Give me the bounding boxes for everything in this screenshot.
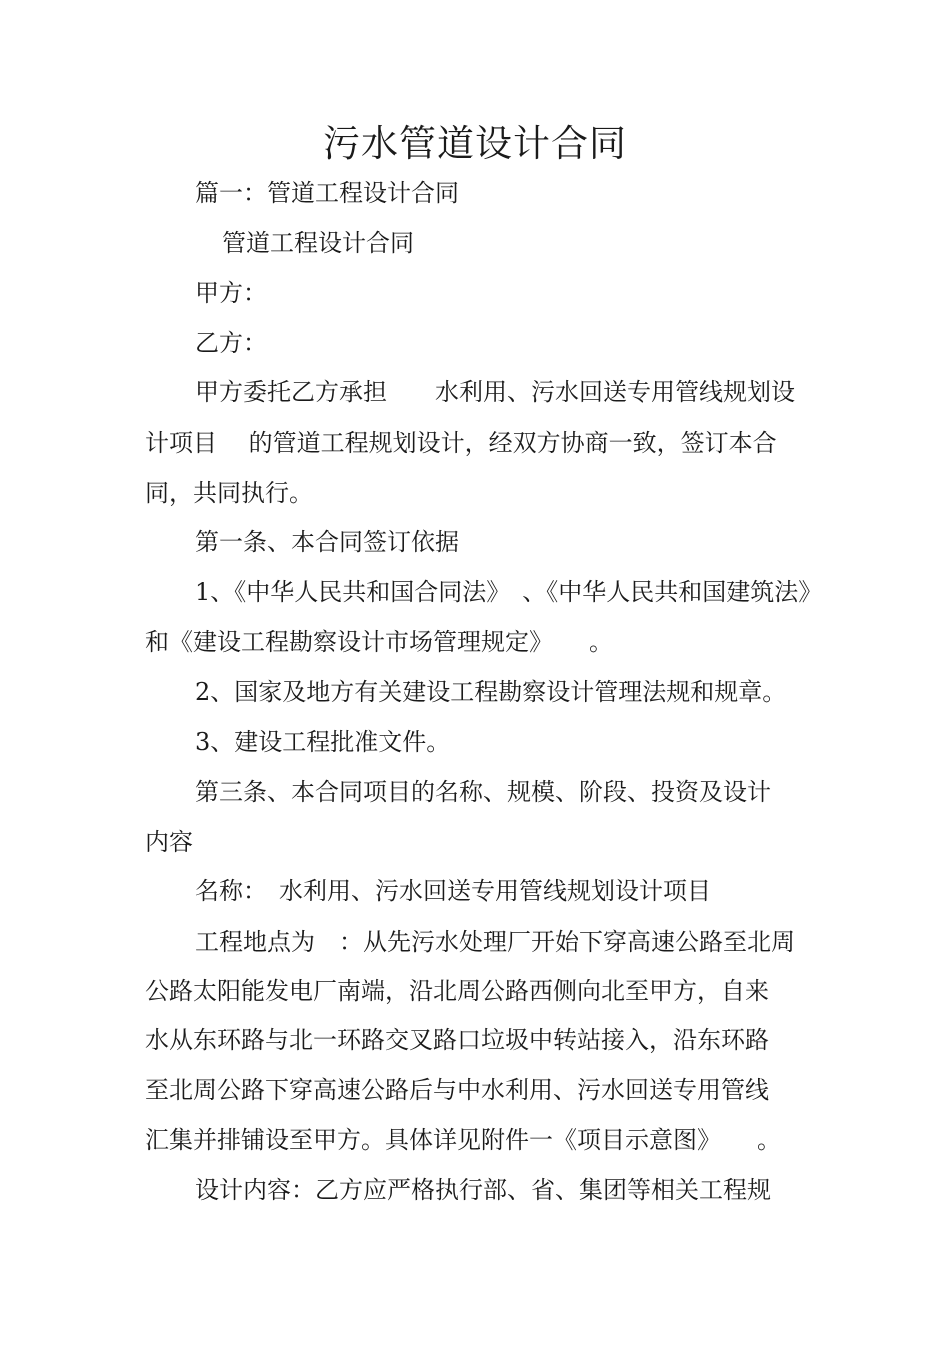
paragraph-line: 计项目 的管道工程规划设计，经双方协商一致，签订本合 (145, 429, 777, 457)
paragraph-line: 甲方委托乙方承担 水利用、污水回送专用管线规划设 (195, 378, 795, 406)
paragraph-line: 设计内容：乙方应严格执行部、省、集团等相关工程规 (195, 1176, 771, 1204)
paragraph-line: 名称： 水利用、污水回送专用管线规划设计项目 (195, 877, 711, 905)
article-heading-one: 第一条、本合同签订依据 (195, 528, 459, 556)
article-heading-three: 第三条、本合同项目的名称、规模、阶段、投资及设计 (195, 778, 771, 806)
paragraph-line: 和《建设工程勘察设计市场管理规定》 。 (145, 628, 613, 656)
paragraph-line: 3、建设工程批准文件。 (195, 728, 451, 756)
paragraph-line: 至北周公路下穿高速公路后与中水利用、污水回送专用管线 (145, 1076, 769, 1104)
paragraph-line: 1、《中华人民共和国合同法》 、《中华人民共和国建筑法》 (195, 578, 823, 606)
paragraph-line: 公路太阳能发电厂南端，沿北周公路西侧向北至甲方，自来 (145, 977, 769, 1005)
paragraph-line: 内容 (145, 828, 193, 856)
section-heading-part-one: 篇一：管道工程设计合同 (195, 179, 459, 207)
paragraph-line: 2、国家及地方有关建设工程勘察设计管理法规和规章。 (195, 678, 787, 706)
document-title: 污水管道设计合同 (323, 122, 627, 165)
party-b-label: 乙方： (195, 329, 267, 357)
paragraph-line: 水从东环路与北一环路交叉路口垃圾中转站接入，沿东环路 (145, 1026, 769, 1054)
party-a-label: 甲方： (195, 279, 267, 307)
paragraph-line: 汇集并排铺设至甲方。具体详见附件一《项目示意图》 。 (145, 1126, 781, 1154)
paragraph-line: 工程地点为 ：从先污水处理厂开始下穿高速公路至北周 (195, 928, 795, 956)
paragraph-line: 同，共同执行。 (145, 479, 313, 507)
contract-subtitle: 管道工程设计合同 (222, 229, 414, 257)
